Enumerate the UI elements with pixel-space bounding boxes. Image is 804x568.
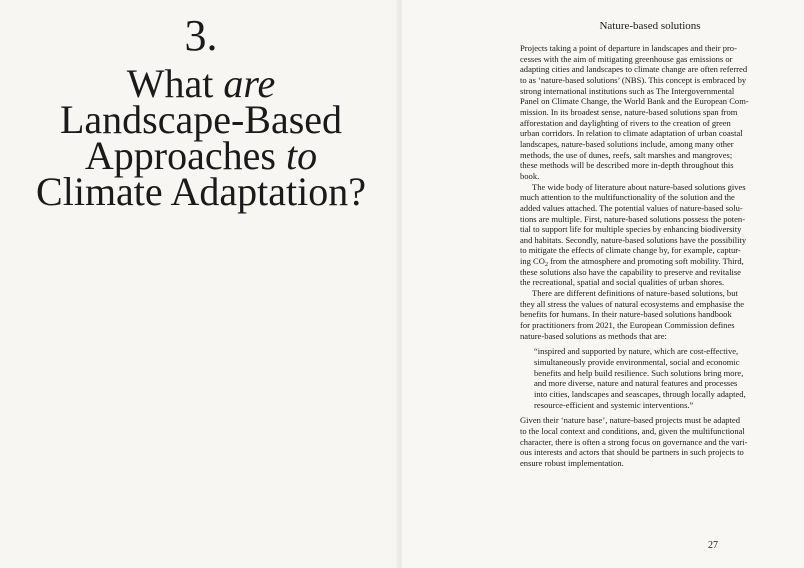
chapter-title bbox=[0, 61, 402, 214]
quote-line: and more diverse, nature and natural features and processes bbox=[534, 378, 738, 389]
quote-line: into cities, landscapes and seascapes, through locally adapted, bbox=[534, 389, 746, 399]
text-line: tial to support life for multiple species by enhancing biodiversity bbox=[520, 224, 742, 235]
title-line bbox=[0, 169, 402, 214]
subscript-2: 2 bbox=[544, 262, 548, 269]
quote-line: “inspired and supported by nature, which are cost-effective, bbox=[534, 346, 739, 357]
text-line: urban corridors. In relation to climate adaptation of urban coastal bbox=[520, 128, 743, 139]
text-line: landscapes, nature-based solutions include, among many other bbox=[520, 138, 734, 149]
body-text bbox=[520, 43, 780, 469]
text-line: mission. In its broadest sense, nature-based solutions span from bbox=[520, 106, 738, 117]
quote-line: benefits and help build resilience. Such solutions bring more, bbox=[534, 367, 744, 378]
text-line: the recreational, spatial and social qualities of urban shores. bbox=[520, 277, 725, 288]
text-line: to mitigate the effects of climate change by, for example, captur- bbox=[520, 245, 741, 256]
text-line: book. bbox=[520, 170, 540, 181]
text-line: these solutions also have the capability to preserve and revitalise bbox=[520, 266, 741, 277]
title-segment-italic: are bbox=[223, 61, 276, 106]
paragraph-2 bbox=[520, 182, 780, 289]
text-line: added values attached. The potential values of nature-based solu- bbox=[520, 202, 743, 213]
text-fragment: ing CO bbox=[520, 256, 545, 267]
text-line: afforestation and daylighting of rivers to the creation of green bbox=[520, 117, 731, 128]
text-line: methods, the use of dunes, reefs, salt marshes and mangroves; bbox=[520, 149, 733, 160]
text-line: Projects taking a point of departure in landscapes and their pro- bbox=[520, 43, 737, 53]
text-line: for practitioners from 2021, the European Commission defines bbox=[520, 320, 735, 331]
text-line: and habitats. Secondly, nature-based solutions have the possibility bbox=[520, 234, 747, 245]
title-segment: What bbox=[126, 61, 224, 106]
text-line: There are different definitions of nature-based solutions, but bbox=[532, 288, 738, 299]
block-quote bbox=[534, 346, 780, 410]
running-head: Nature-based solutions bbox=[599, 20, 701, 32]
text-line: much attention to the multifunctionality of the solution and the bbox=[520, 192, 735, 203]
text-line: strong international institutions such as The Intergovernmental bbox=[520, 85, 735, 96]
quote-line: resource-efficient and systemic interventions.” bbox=[534, 399, 694, 410]
text-fragment: from the atmosphere and promoting soft mobility. Third, bbox=[547, 256, 744, 267]
text-line: Panel on Climate Change, the World Bank and the European Com- bbox=[520, 96, 749, 107]
title-segment: Approaches bbox=[84, 133, 286, 178]
text-line: The wide body of literature about nature-based solutions gives bbox=[532, 181, 746, 192]
text-line: ous interests and actors that should be partners in such projects to bbox=[520, 447, 744, 458]
title-segment: Climate Adaptation? bbox=[36, 169, 366, 214]
paragraph-4 bbox=[520, 415, 780, 468]
text-line: tions are multiple. First, nature-based solutions possess the poten- bbox=[520, 213, 746, 224]
page-number: 27 bbox=[708, 540, 718, 551]
text-line: ensure robust implementation. bbox=[520, 457, 624, 468]
text-line: these methods will be described more in-depth throughout this bbox=[520, 160, 734, 171]
text-line: cesses with the aim of mitigating greenhouse gas emissions or bbox=[520, 53, 733, 64]
text-line-co2 bbox=[520, 256, 780, 267]
text-line: Given their ‘nature base’, nature-based projects must be adapted bbox=[520, 415, 740, 426]
text-line: to the local context and conditions, and, given the multifunctional bbox=[520, 425, 745, 436]
text-line: nature-based solutions as methods that are: bbox=[520, 330, 667, 341]
text-line: to as ‘nature-based solutions’ (NBS). This concept is embraced by bbox=[520, 74, 747, 85]
chapter-number: 3. bbox=[184, 11, 218, 60]
quote-line: simultaneously provide environmental, social and economic bbox=[534, 357, 740, 368]
paragraph-3 bbox=[520, 288, 780, 341]
text-line: character, there is often a strong focus on governance and the vari- bbox=[520, 436, 748, 447]
text-line: benefits for humans. In their nature-based solutions handbook bbox=[520, 309, 732, 320]
paragraph-1 bbox=[520, 43, 780, 182]
title-segment: Landscape-Based bbox=[59, 97, 343, 142]
left-page bbox=[0, 0, 398, 568]
title-segment-italic: to bbox=[285, 133, 318, 178]
text-line: they all stress the values of natural ecosystems and emphasise the bbox=[520, 298, 745, 309]
text-line: adapting cities and landscapes to climate change are often referred bbox=[520, 64, 748, 75]
